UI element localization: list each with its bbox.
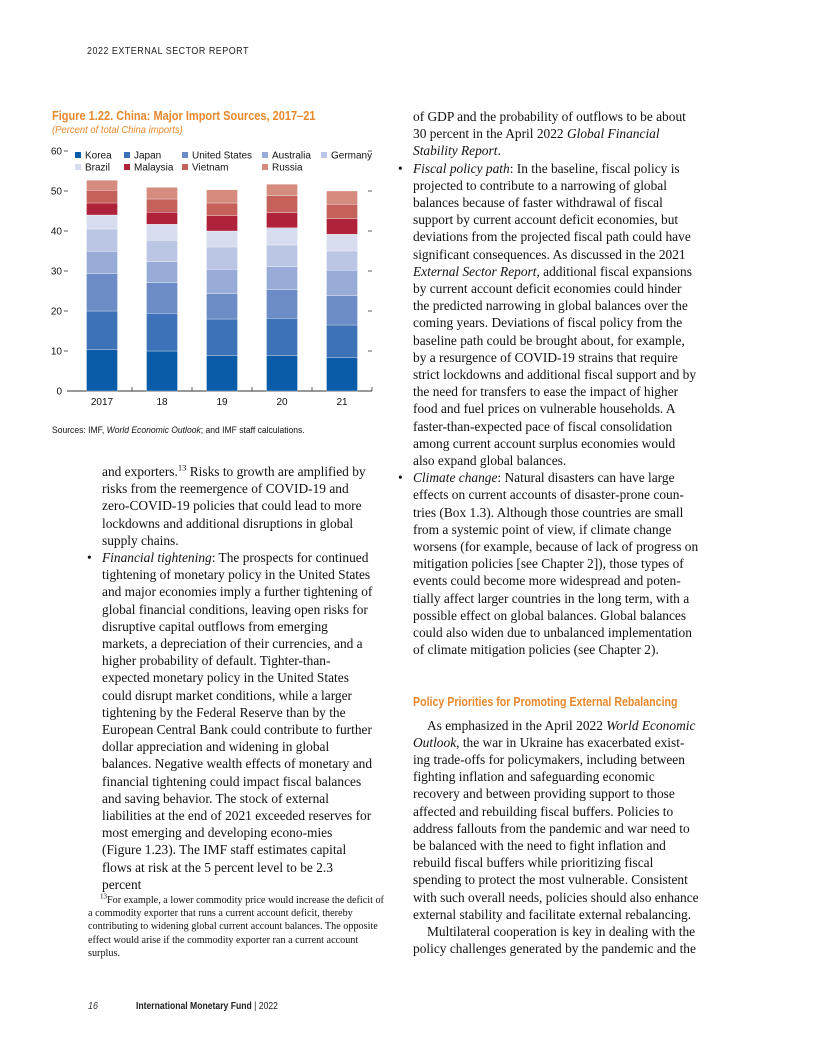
bar-segment-brazil [147, 224, 178, 240]
legend-swatch-united-states [182, 152, 188, 158]
legend-label-brazil: Brazil [85, 162, 111, 174]
bar-segment-australia [147, 262, 178, 283]
text: and exporters. [102, 464, 178, 479]
bar-segment-japan [87, 311, 118, 350]
legend-label-korea: Korea [85, 150, 112, 162]
bar-segment-germany [267, 245, 298, 267]
bar-segment-japan [207, 319, 238, 356]
text-italic: External Sector Report [413, 263, 537, 279]
bar-segment-brazil [327, 234, 358, 251]
bullet-term: Fiscal policy path [413, 160, 510, 176]
text: of GDP and the probability of outflows to be about 30 percent in the April 2022 [413, 109, 686, 142]
paragraph-continuation [413, 108, 699, 160]
bar-segment-japan [267, 318, 298, 356]
section-heading: Policy Priorities for Promoting External Rebalancing [413, 694, 678, 709]
bar-segment-malaysia [267, 213, 298, 228]
publisher-name: International Monetary Fund [136, 1000, 252, 1012]
legend-label-russia: Russia [272, 162, 303, 174]
bar-segment-korea [327, 358, 358, 391]
x-tick-label: 19 [216, 397, 228, 408]
bar-segment-malaysia [147, 212, 178, 224]
legend-swatch-vietnam [182, 164, 188, 170]
x-tick-label: 20 [276, 397, 288, 408]
x-tick-label: 2017 [90, 397, 114, 408]
text: : Natural disasters can have large effects on current accounts of disaster-prone coun-tries (Box 1.3). Although those countries are small from a systemic point of view, if climate change worsens (for example, because of lack of progress on mitigation policies [see Chapter 2]), those types of events could become more widespread and poten-tially affect larger countries in the long term, with a possible effect on global balances. Global balances could also widen due to unbalanced implementation of climate mitigation policies (see Chapter 2). [413, 470, 699, 658]
figure-subtitle: (Percent of total China imports) [52, 124, 183, 136]
right-column [413, 108, 699, 957]
text-italic: Global Financial Stability Report [413, 126, 660, 159]
legend-swatch-russia [262, 164, 268, 170]
bar-segment-brazil [87, 215, 118, 229]
bar-segment-vietnam [267, 196, 298, 213]
text: , the war in Ukraine has exacerbated exist-ing trade-offs for policymakers, including between fighting inflation and safeguarding economic recovery and between providing support to those affected and rebuilding fiscal buffers. Policies to address fallouts from the pandemic and war need to be balanced with the need to fight inflation and rebuild fiscal buffers while prioritizing fiscal spending to protect the most vulnerable. Consistent with such overall needs, policies should also enhance external stability and facilitate external rebalancing. [413, 734, 699, 922]
footnote [88, 894, 388, 960]
y-tick-label: 30 [50, 266, 62, 278]
paragraph-risks [102, 463, 374, 549]
bar-segment-vietnam [87, 190, 118, 203]
legend-swatch-korea [75, 152, 81, 158]
chart-legend [75, 151, 372, 174]
bar-segment-united-states [147, 283, 178, 314]
y-tick-label: 10 [50, 346, 62, 358]
bar-segment-united-states [267, 290, 298, 318]
text: . [497, 143, 501, 159]
bar-segment-germany [147, 240, 178, 262]
text: As emphasized in the April 2022 [427, 717, 607, 733]
bullet-fiscal-policy-path [413, 160, 699, 470]
bar-segment-united-states [87, 274, 118, 311]
bar-segment-brazil [267, 228, 298, 245]
bar-segment-united-states [207, 294, 238, 319]
legend-label-japan: Japan [134, 150, 162, 162]
y-tick-label: 60 [50, 146, 62, 158]
legend-label-germany: Germany [331, 150, 373, 162]
x-tick-label: 18 [156, 397, 168, 408]
legend-swatch-brazil [75, 164, 81, 170]
legend-label-united-states: United States [192, 150, 253, 162]
bar-segment-brazil [207, 231, 238, 247]
bar-segment-australia [267, 267, 298, 290]
text: : In the baseline, fiscal policy is projected to contribute to a narrowing of global balances because of faster withdrawal of fiscal support by current account deficit economies, but deviations from the projected fiscal path could have significant consequences. As discussed in the 2021 [413, 160, 691, 262]
bar-segment-japan [327, 325, 358, 358]
bar-segment-russia [267, 184, 298, 196]
bar-segment-japan [147, 313, 178, 351]
separator: | [251, 1000, 259, 1012]
figure-title: Figure 1.22. China: Major Import Sources, 2017–21 [52, 109, 316, 123]
running-head: 2022 EXTERNAL SECTOR REPORT [87, 45, 249, 57]
chart-bars [87, 180, 358, 391]
footnote-ref[interactable]: 13 [177, 462, 187, 473]
x-tick-label: 21 [336, 397, 348, 408]
legend-swatch-germany [321, 152, 327, 158]
bar-segment-korea [147, 351, 178, 391]
bar-segment-russia [207, 190, 238, 203]
bullet-financial-tightening [102, 549, 374, 893]
legend-swatch-malaysia [124, 164, 130, 170]
bar-segment-germany [327, 251, 358, 270]
bar-segment-korea [87, 350, 118, 391]
text: : The prospects for continued tightening of monetary policy in the United States and major economies imply a further tightening of global financial conditions, leaving open risks for disruptive capital outflows from emerging markets, a depreciation of their currencies, and a higher probability of default. Tighter-than-expected monetary policy in the United States could disrupt market conditions, while a larger tightening by the Federal Reserve than by the European Central Bank could contribute to further dollar appreciation and widening in global balances. Negative wealth effects of monetary and financial tightening could impact fiscal balances and saving behavior. The stock of external liabilities at the end of 2021 exceeded reserves for most emerging and developing econo-mies (Figure 1.23). The IMF staff estimates capital flows at risk at the 5 percent level to be 2.3 percent [102, 550, 373, 892]
bar-segment-vietnam [147, 199, 178, 212]
publication-year: 2022 [258, 1000, 278, 1012]
bar-segment-australia [327, 270, 358, 296]
y-tick-label: 0 [56, 386, 62, 398]
legend-swatch-australia [262, 152, 268, 158]
legend-label-vietnam: Vietnam [192, 162, 229, 174]
bar-segment-russia [87, 180, 118, 190]
text-italic: World Economic Outlook [413, 717, 696, 750]
text: Risks to growth are amplified by risks from the reemergence of COVID-19 and zero-COVID-19 policies that could lead to more lockdowns and additional disruptions in global supply chains. [102, 464, 366, 548]
bar-segment-vietnam [207, 203, 238, 216]
y-tick-label: 20 [50, 306, 62, 318]
legend-label-malaysia: Malaysia [134, 162, 174, 174]
bar-segment-malaysia [87, 203, 118, 215]
bullet-term: Climate change [413, 470, 498, 486]
page-number: 16 [88, 1000, 98, 1012]
left-column [102, 463, 374, 893]
bar-segment-united-states [327, 296, 358, 325]
footnote-number: 13 [100, 892, 107, 901]
bar-segment-malaysia [327, 219, 358, 235]
bar-segment-vietnam [327, 204, 358, 218]
bullet-climate-change [413, 469, 699, 658]
source-prefix: Sources: IMF, [52, 425, 107, 436]
y-tick-label: 50 [50, 186, 62, 198]
paragraph-multilateral: Multilateral cooperation is key in dealing with the policy challenges generated by the pandemic and the [413, 923, 696, 957]
legend-swatch-japan [124, 152, 130, 158]
bar-segment-malaysia [207, 216, 238, 231]
text: , additional fiscal expansions by current account deficit economies could hinder the predicted narrowing in global balances over the coming years. Deviations of fiscal policy from the baseline path could be brought about, for example, by a resurgence of COVID-19 strains that require strict lockdowns and additional fiscal support and by the need for transfers to ease the impact of higher food and fuel prices on vulnerable households. A faster-than-expected pace of fiscal consolidation among current account surplus economies would also expand global balances. [413, 263, 697, 469]
source-italic: World Economic Outlook [106, 425, 201, 436]
bar-segment-korea [267, 356, 298, 391]
bullet-term: Financial tightening [102, 550, 212, 566]
bar-segment-russia [327, 191, 358, 204]
footnote-text: For example, a lower commodity price would increase the deficit of a commodity exporter that runs a current account deficit, thereby contributing to widening global current account balances. The opposite effect would arise if the commodity exporter ran a current account surplus. [88, 895, 384, 959]
bar-segment-australia [87, 251, 118, 273]
y-tick-label: 40 [50, 226, 62, 238]
bar-segment-russia [147, 187, 178, 199]
legend-label-australia: Australia [272, 150, 311, 162]
bar-segment-korea [207, 356, 238, 391]
figure-source [52, 425, 305, 436]
paragraph-policy-priorities [413, 717, 699, 923]
bar-segment-australia [207, 269, 238, 293]
bar-segment-germany [207, 247, 238, 269]
footer-publisher [136, 1000, 278, 1012]
source-suffix: ; and IMF staff calculations. [200, 425, 305, 436]
bar-segment-germany [87, 229, 118, 251]
